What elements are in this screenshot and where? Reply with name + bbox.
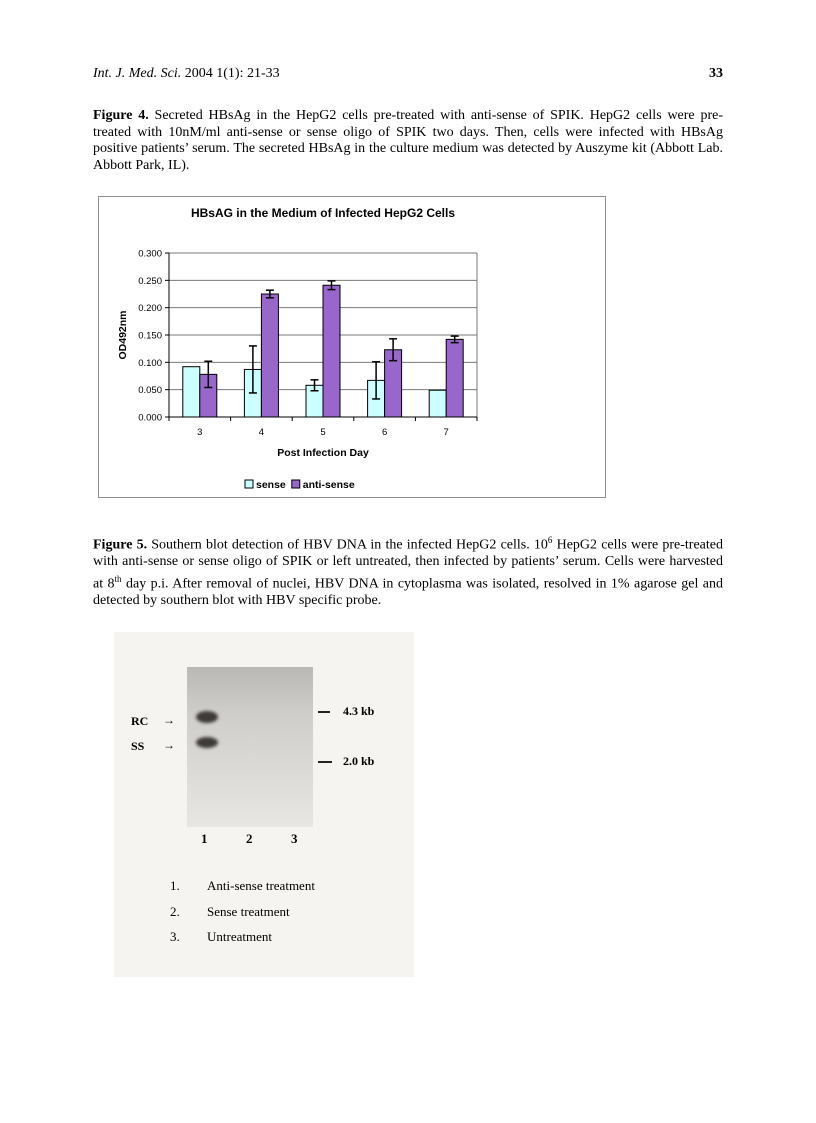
- marker-low-label: 2.0 kb: [343, 754, 375, 768]
- marker-high-label: 4.3 kb: [343, 704, 375, 718]
- legend-number: 2.: [170, 904, 180, 919]
- rc-label: RC: [131, 714, 149, 728]
- figure5-caption-sup1: 6: [547, 535, 553, 545]
- x-tick-label: 4: [258, 427, 265, 438]
- figure5-caption-part1: Southern blot detection of HBV DNA in the infected HepG2 cells. 10: [147, 537, 548, 553]
- journal-name: Int. J. Med. Sci.: [93, 66, 182, 81]
- x-tick-label: 5: [320, 427, 326, 438]
- y-tick-label: 0.250: [138, 275, 162, 287]
- lane-3-label: 3: [291, 831, 298, 846]
- figure4-chart: [98, 196, 606, 498]
- y-tick-label: 0.150: [138, 330, 162, 342]
- bar-anti-sense: [323, 285, 340, 417]
- bar-sense: [183, 367, 200, 417]
- marker-low-line: [318, 761, 332, 763]
- y-tick-label: 0.100: [138, 357, 162, 369]
- legend-text: Sense treatment: [207, 904, 290, 919]
- figure4-caption-text: Secreted HBsAg in the HepG2 cells pre-treated with anti-sense of SPIK. HepG2 cells were pre-treated with 10nM/ml anti-sense or sense oligo of SPIK two days. Then, cells were infected with HBsAg positive patients’ serum. The secreted HBsAg in the culture medium was detected by Auszyme kit (Abbott Lab. Abbott Park, IL).: [93, 108, 723, 173]
- lane-2-label: 2: [246, 831, 253, 846]
- running-header: [93, 66, 723, 86]
- y-tick-label: 0.300: [138, 248, 162, 260]
- y-tick-label: 0.050: [138, 385, 162, 397]
- y-tick-label: 0.000: [138, 412, 162, 424]
- y-tick-label: 0.200: [138, 303, 162, 315]
- figure4-label: Figure 4.: [93, 108, 149, 123]
- legend-number: 1.: [170, 878, 180, 893]
- citation-details: 2004 1(1): 21-33: [181, 66, 280, 81]
- rc-arrow-icon: →: [163, 713, 175, 727]
- marker-high-line: [318, 711, 330, 713]
- legend-text: Anti-sense treatment: [207, 878, 315, 893]
- legend-label-anti-sense: anti-sense: [302, 479, 355, 491]
- bar-sense: [429, 390, 446, 417]
- x-tick-label: 3: [197, 427, 203, 438]
- figure5-caption-sup2: th: [114, 573, 122, 584]
- figure4-caption: [93, 108, 723, 174]
- rc-band: [196, 711, 218, 723]
- journal-citation: [93, 66, 280, 82]
- x-tick-label: 7: [443, 427, 449, 438]
- bar-anti-sense: [261, 294, 278, 417]
- page-number: 33: [709, 66, 723, 81]
- figure5-caption-part3: day p.i. After removal of nuclei, HBV DNA in cytoplasma was isolated, resolved in 1% agarose gel and detected by southern blot with HBV specific probe.: [93, 576, 723, 609]
- y-axis-label: OD492nm: [117, 310, 129, 360]
- legend-text: Untreatment: [207, 929, 272, 944]
- ss-arrow-icon: →: [163, 738, 175, 752]
- chart-svg: [99, 197, 605, 497]
- legend-swatch-anti-sense: [292, 480, 300, 488]
- bar-anti-sense: [446, 339, 463, 417]
- figure5-label: Figure 5.: [93, 537, 148, 553]
- legend-swatch-sense: [245, 480, 253, 488]
- lane-1-label: 1: [201, 831, 208, 846]
- ss-label: SS: [131, 739, 145, 753]
- x-tick-label: 6: [381, 427, 388, 438]
- chart-title: HBsAG in the Medium of Infected HepG2 Cells: [190, 206, 456, 220]
- legend-label-sense: sense: [256, 479, 286, 491]
- ss-band: [196, 737, 218, 748]
- figure5-caption-part2: HepG2 cells were pre-treated with anti-sense or sense oligo of SPIK or left untreated, then infected by patients’ serum. Cells were harvested at 8: [93, 537, 723, 592]
- x-axis-label: Post Infection Day: [277, 447, 369, 459]
- legend-number: 3.: [170, 929, 180, 944]
- figure5-caption: [93, 532, 723, 610]
